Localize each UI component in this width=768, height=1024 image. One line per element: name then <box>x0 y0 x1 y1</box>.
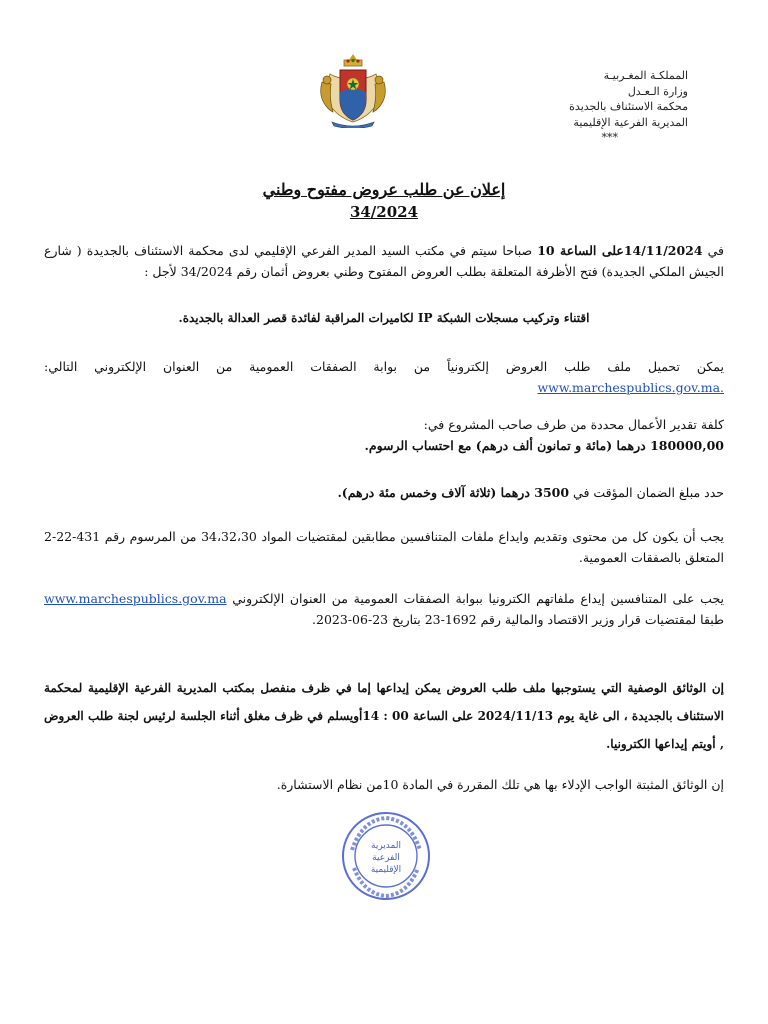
intro-text-b: صباحا سيتم في مكتب السيد المدير الفرعي الإقليمي لدى محكمة الاستئناف بالجديدة ( شارع الجيش الملكي الجديدة) فتح الأظرفة المتعلقة بطلب العروض المفتوح وطني بعروض أثمان رقم 34/2024 لأجل : <box>44 243 724 279</box>
guarantee-amount: 3500 درهما (ثلاثة آلاف وخمس مئة درهم). <box>337 485 570 500</box>
download-text: يمكن تحميل ملف طلب العروض إلكترونياً من بوابة الصفقات العمومية من العنوان الإلكتروني التالي: <box>44 359 724 374</box>
announcement-title: إعلان عن طلب عروض مفتوح وطني <box>262 180 506 199</box>
electronic-text-a: يجب على المتنافسين إيداع ملفاتهم الكترونيا ببوابة الصفقات العمومية من العنوان الإلكتروني <box>232 591 724 606</box>
stamp-line-1: المديرية <box>371 841 401 851</box>
stamp-line-3: الإقليمية <box>370 865 402 875</box>
deposit-paragraph: إن الوثائق الوصفية التي يستوجبها ملف طلب العروض يمكن إيداعها إما في ظرف منفصل بمكتب المديرية الفرعية الإقليمية لمحكمة الاستئناف بالجديدة ، الى غاية يوم 2024/11/13 على الساعة 00 : 14أويسلم في ظرف مغلق أثناء الجلسة لرئيس لجنة طلب العروض , أويتم إيداعها الكترونيا. <box>44 681 724 751</box>
intro-text-a: في <box>702 243 724 258</box>
ministry-line: وزارة الـعـدل <box>627 84 688 98</box>
guarantee-paragraph <box>44 482 724 503</box>
ministry-header <box>488 68 688 146</box>
directorate-line: المديرية الفرعية الإقليمية <box>573 115 688 129</box>
marchespublics-link-2[interactable]: www.marchespublics.gov.ma <box>44 591 227 606</box>
stamp-line-2: الفرعية <box>372 853 400 863</box>
official-stamp <box>340 810 432 902</box>
estimate-paragraph <box>44 414 724 456</box>
download-paragraph <box>44 356 724 398</box>
opening-datetime: 14/11/2024على الساعة 10 <box>537 243 703 258</box>
tender-subject: اقتناء وتركيب مسجلات الشبكة IP لكاميرات المراقبة لفائدة قصر العدالة بالجديدة. <box>178 311 590 325</box>
announcement-number: 34/2024 <box>349 203 419 221</box>
intro-paragraph <box>44 240 724 282</box>
estimate-value: 180000,00 درهما (مائة و تمانون ألف درهم) مع احتساب الرسوم. <box>364 438 724 453</box>
marchespublics-link[interactable]: www.marchespublics.gov.ma. <box>537 380 724 395</box>
court-line: محكمة الاستئناف بالجديدة <box>569 100 688 113</box>
kingdom-line: المملكـة المغـربيـة <box>603 69 688 82</box>
guarantee-text: حدد مبلغ الضمان المؤقت في <box>569 485 724 500</box>
moroccan-coat-of-arms-emblem <box>318 52 388 128</box>
electronic-deposit-paragraph <box>44 588 724 630</box>
electronic-text-b: طبقا لمقتضيات قرار وزير الاقتصاد والمالية رقم 1692-23 بتاريخ 23-06-2023. <box>312 612 724 627</box>
separator-stars: *** <box>601 131 618 144</box>
estimate-label: كلفة تقدير الأعمال محددة من طرف صاحب المشروع في: <box>423 417 724 432</box>
content-paragraph: يجب أن يكون كل من محتوى وتقديم وايداع ملفات المتنافسين مطابقين لمقتضيات المواد 34،32،30 من المرسوم رقم 431-22-2 المتعلق بالصفقات العمومية. <box>44 529 724 565</box>
supporting-docs-paragraph: إن الوثائق المثبتة الواجب الإدلاء بها هي تلك المقررة في المادة 10من نظام الاستشارة. <box>276 777 724 792</box>
